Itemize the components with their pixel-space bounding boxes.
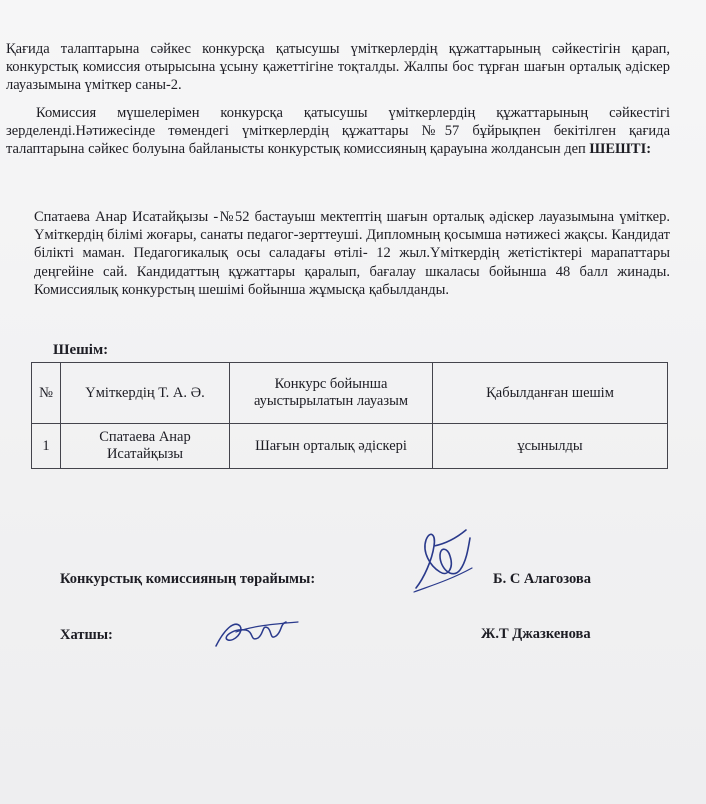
decided-keyword: ШЕШТІ: [589,141,652,158]
cell-number: 1 [32,424,61,469]
cell-candidate-name: Спатаева Анар Исатайқызы [61,424,230,469]
paragraph-candidate: Спатаева Анар Исатайқызы -№52 бастауыш мектептің шағын орталық әдіскер лауазымына үміткер. Үміткердің білімі жоғары, санаты педагог-зерттеуші. Дипломның қосымша нәтижесі жақсы. Кандидат білікті маман. Педагогикалық осы саладағы өтілі- 12 жыл.Үміткердің жетістіктері марапаттары деңгейіне сай. Кандидаттың құжаттары қаралып, бағалау шкаласы бойынша 48 балл жинады. Комиссиялық конкурстың шешімі бойынша жұмысқа қабылданды. [34,209,670,298]
paragraph-review: Қағида талаптарына сәйкес конкурсқа қатысушы үміткерлердің құжаттарының сәйкестігін қарап, конкурстық комиссия отырысына ұсыну қажеттігіне тоқталды. Жалпы бос тұрған шағын орталық әдіскер лауазымына үміткер саны-2. [6,41,670,94]
header-decision: Қабылданған шешім [433,363,668,424]
chair-signature [410,520,490,605]
cell-decision: ұсынылды [433,424,668,469]
chair-name: Б. С Алагозова [493,571,591,587]
paragraph-decision-intro [6,104,670,159]
header-position: Конкурс бойынша ауыстырылатын лауазым [230,363,433,424]
header-candidate-name: Үміткердің Т. А. Ә. [61,363,230,424]
secretary-signature [212,610,302,659]
secretary-name: Ж.Т Джазкенова [481,626,591,642]
cell-position: Шағын орталық әдіскері [230,424,433,469]
decision-table [31,362,668,469]
table-row [32,424,668,469]
paragraph-decision-text: Комиссия мүшелерімен конкурсқа қатысушы үміткерлердің құжаттарының сәйкестігі зерделенді.Нәтижесінде төмендегі үміткерлердің құжаттары №57 бұйрықпен бекітілген қағида талаптарына сәйкес болуына байланысты конкурстық комиссияның қарауына жолдансын деп [6,105,670,158]
header-number: № [32,363,61,424]
chair-label: Конкурстық комиссияның төрайымы: [60,571,316,587]
secretary-label: Хатшы: [60,627,113,643]
decision-label: Шешім: [53,342,109,358]
table-header-row [32,363,668,424]
